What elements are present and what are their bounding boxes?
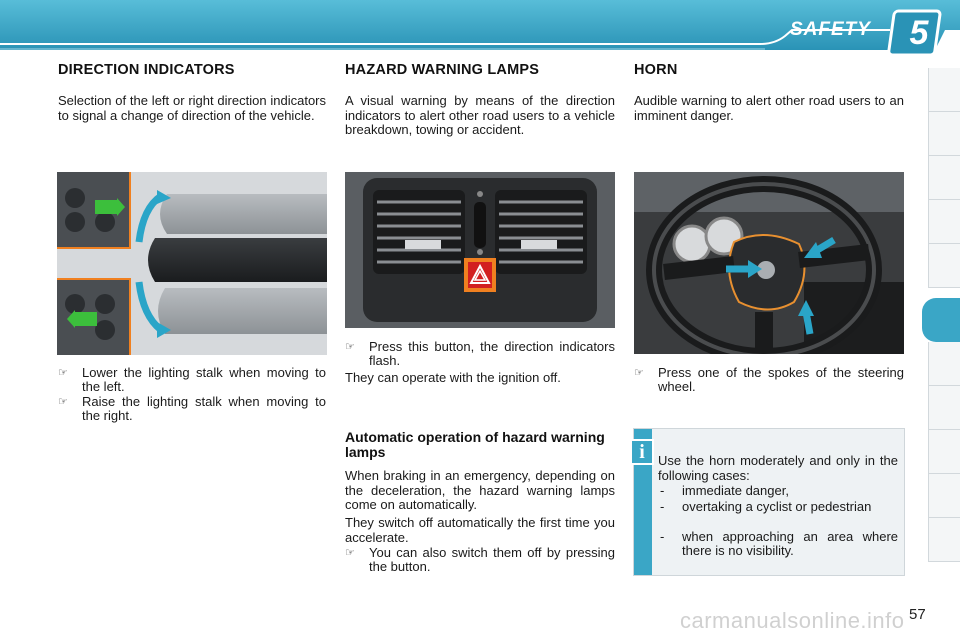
- hazard-ignition-note: They can operate with the ignition off.: [345, 370, 561, 385]
- chapter-tab[interactable]: [928, 200, 960, 244]
- lighting-stalk-photo: [57, 172, 327, 355]
- chapter-tab[interactable]: [928, 430, 960, 474]
- hazard-warning-title: HAZARD WARNING LAMPS: [345, 62, 540, 78]
- watermark: carmanualsonline.info: [680, 608, 905, 633]
- horn-press-bullet: ☞ Press one of the spokes of the steering wheel.: [634, 365, 904, 394]
- horn-usage-info-box: [633, 428, 905, 576]
- hazard-button-photo: [345, 172, 615, 328]
- chapter-tab[interactable]: [928, 68, 960, 112]
- pointing-finger-icon: ☞: [58, 396, 68, 408]
- info-box-text: Use the horn moderately and only in the following cases:: [658, 453, 898, 483]
- chapter-number: 5: [909, 13, 929, 52]
- stalk-up-bullet: ☞ Raise the lighting stalk when moving to the right.: [58, 394, 326, 423]
- chapter-header: [0, 0, 960, 50]
- direction-indicators-intro: Selection of the left or right direction indicators to signal a change of direction of the vehicle.: [58, 93, 326, 123]
- info-box-item: - overtaking a cyclist or pedestrian: [660, 499, 872, 514]
- hazard-press-bullet: ☞ Press this button, the direction indicators flash.: [345, 339, 615, 368]
- auto-hazard-bullet: ☞ You can also switch them off by pressing the button.: [345, 545, 615, 574]
- chapter-tab[interactable]: [928, 156, 960, 200]
- pointing-finger-icon: ☞: [345, 341, 355, 353]
- horn-intro: Audible warning to alert other road users to an imminent danger.: [634, 93, 904, 123]
- info-box-item: - immediate danger,: [660, 483, 789, 498]
- chapter-tab[interactable]: [928, 342, 960, 386]
- stalk-down-bullet: ☞ Lower the lighting stalk when moving to the left.: [58, 365, 326, 394]
- chapter-tabs: [928, 68, 960, 573]
- horn-title: HORN: [634, 62, 678, 78]
- pointing-finger-icon: ☞: [345, 547, 355, 559]
- auto-hazard-text: When braking in an emergency, depending on the deceleration, the hazard warning lamps come on automatically.: [345, 468, 615, 512]
- chapter-tab[interactable]: [928, 244, 960, 288]
- auto-hazard-switch-off: They switch off automatically the first time you accelerate.: [345, 515, 615, 545]
- pointing-finger-icon: ☞: [634, 367, 644, 379]
- direction-indicators-title: DIRECTION INDICATORS: [58, 62, 235, 78]
- chapter-tab[interactable]: [928, 112, 960, 156]
- chapter-tab[interactable]: [928, 518, 960, 562]
- steering-wheel-photo: [634, 172, 904, 354]
- auto-hazard-title: Automatic operation of hazard warning lamps: [345, 429, 605, 460]
- chapter-tab[interactable]: [928, 386, 960, 430]
- page-number: 57: [909, 606, 926, 623]
- chapter-title: SAFETY: [790, 19, 871, 40]
- chapter-tab-active[interactable]: [922, 298, 960, 342]
- info-icon: i: [630, 439, 654, 465]
- pointing-finger-icon: ☞: [58, 367, 68, 379]
- info-box-item: - when approaching an area where there is no visibility.: [660, 529, 898, 558]
- chapter-tab[interactable]: [928, 474, 960, 518]
- hazard-warning-intro: A visual warning by means of the direction indicators to alert other road users to a vehicle breakdown, towing or accident.: [345, 93, 615, 137]
